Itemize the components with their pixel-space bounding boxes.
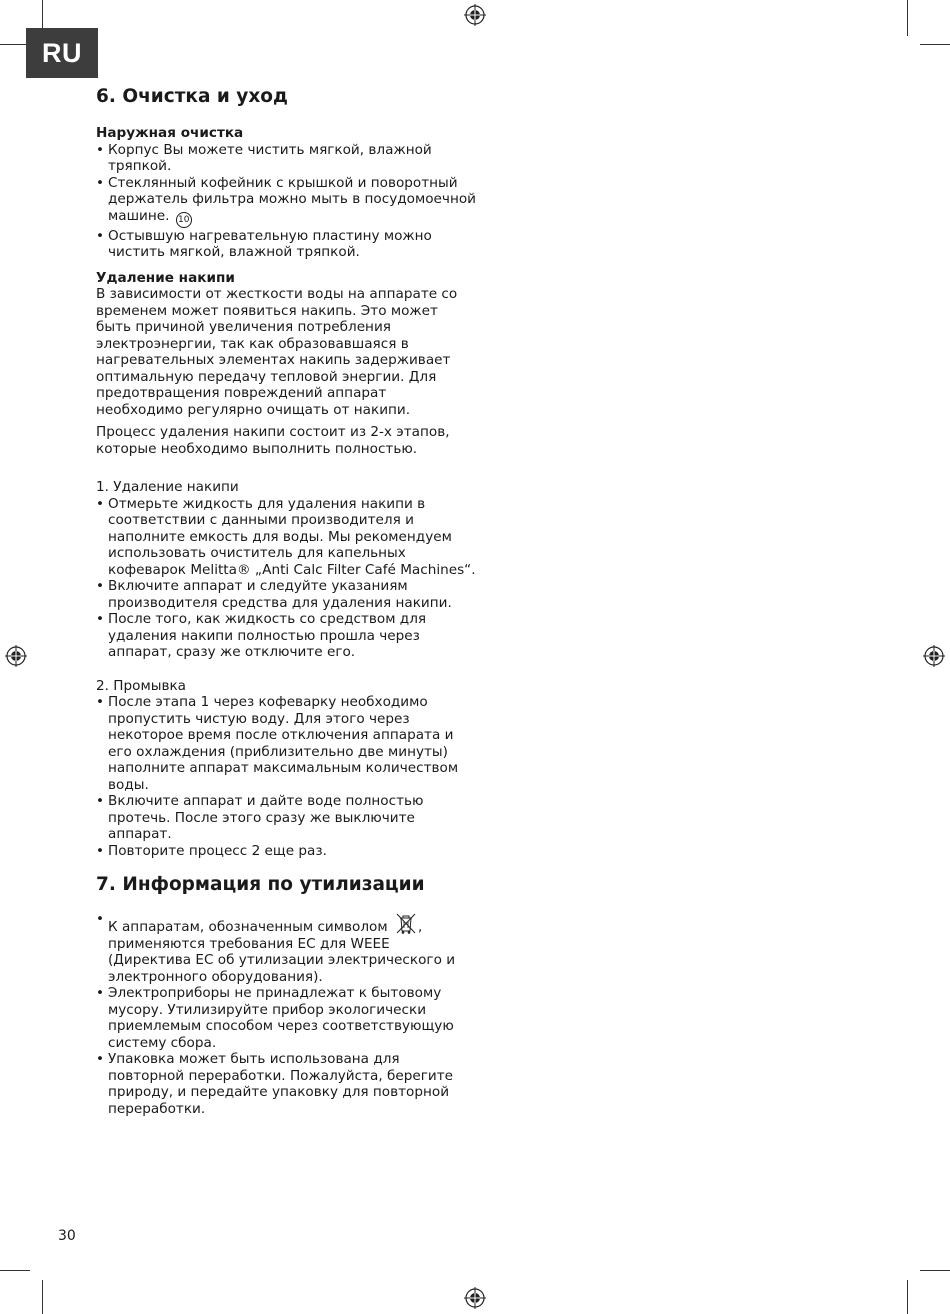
list-item-text: , применяются требования ЕС для WEEE (Директива ЕС об утилизации электрического и электронного оборудования).: [108, 919, 456, 985]
registration-mark-icon: [5, 645, 27, 667]
section-title-cleaning: 6. Очистка и уход: [96, 86, 288, 107]
list-item-text: К аппаратам, обозначенным символом: [108, 919, 388, 935]
list-item: [96, 911, 476, 985]
list-item-text: Стеклянный кофейник с крышкой и поворотный держатель фильтра можно мыть в посудомоечной машине.: [108, 174, 476, 224]
crop-mark: [0, 1270, 30, 1271]
crop-mark: [42, 1280, 43, 1314]
registration-mark-icon: [464, 1287, 486, 1309]
registration-mark-icon: [464, 4, 486, 26]
descaling-paragraph: Процесс удаления накипи состоит из 2-х этапов, которые необходимо выполнить полностью.: [96, 424, 450, 457]
subheading-exterior-cleaning: Наружная очистка: [96, 125, 244, 141]
list-item: • После того, как жидкость со средством для удаления накипи полностью прошла через аппарат, сразу же отключите его.: [96, 611, 476, 661]
step2-list: [96, 694, 476, 859]
list-item: • Упаковка может быть использована для повторной переработки. Пожалуйста, берегите природу, и передайте упаковку для повторной переработки.: [96, 1051, 476, 1117]
step-title: 2. Промывка: [96, 677, 186, 694]
descaling-paragraph: В зависимости от жесткости воды на аппарате со временем может появиться накипь. Это может быть причиной увеличения потребления электроэнергии, так как образовавшаяся в нагревательных элементах накипь задерживает оптимальную передачу тепловой энергии. Для предотвращения повреждений аппарат необходимо регулярно очищать от накипи.: [96, 286, 458, 418]
exterior-cleaning-list: [96, 142, 476, 261]
list-item: • Остывшую нагревательную пластину можно чистить мягкой, влажной тряпкой.: [96, 228, 476, 261]
list-item: • Повторите процесс 2 еще раз.: [96, 843, 476, 860]
crop-mark: [907, 0, 908, 36]
disposal-list: [96, 911, 476, 1117]
list-item: • Включите аппарат и дайте воде полностью протечь. После этого сразу же выключите аппарат.: [96, 793, 476, 843]
step1-list: [96, 496, 476, 661]
crossed-out-bin-icon: [394, 911, 418, 935]
step-title: 1. Удаление накипи: [96, 479, 239, 495]
list-item: • После этапа 1 через кофеварку необходимо пропустить чистую воду. Для этого через некоторое время после отключения аппарата и его охлаждения (приблизительно две минуты) наполните аппарат максимальным количеством воды.: [96, 694, 476, 793]
subheading-descaling: Удаление накипи: [96, 269, 235, 286]
language-tab: RU: [26, 28, 98, 78]
page-number: 30: [58, 1228, 76, 1244]
page-content: [96, 86, 476, 1117]
section-title-disposal: 7. Информация по утилизации: [96, 874, 425, 895]
list-item: [96, 175, 476, 228]
list-item: • Включите аппарат и следуйте указаниям производителя средства для удаления накипи.: [96, 578, 476, 611]
crop-mark: [920, 44, 950, 45]
list-item: • Электроприборы не принадлежат к бытовому мусору. Утилизируйте прибор экологически приемлемым способом через соответствующую систему сбора.: [96, 985, 476, 1051]
figure-reference-badge: 10: [176, 212, 192, 228]
list-item: • Корпус Вы можете чистить мягкой, влажной тряпкой.: [96, 142, 476, 175]
crop-mark: [920, 1270, 950, 1271]
registration-mark-icon: [923, 645, 945, 667]
list-item: • Отмерьте жидкость для удаления накипи в соответствии с данными производителя и наполните емкость для воды. Мы рекомендуем использовать очиститель для капельных кофеварок Melitta® „Anti Calc Filter Café Machines“.: [96, 496, 476, 579]
crop-mark: [907, 1280, 908, 1314]
